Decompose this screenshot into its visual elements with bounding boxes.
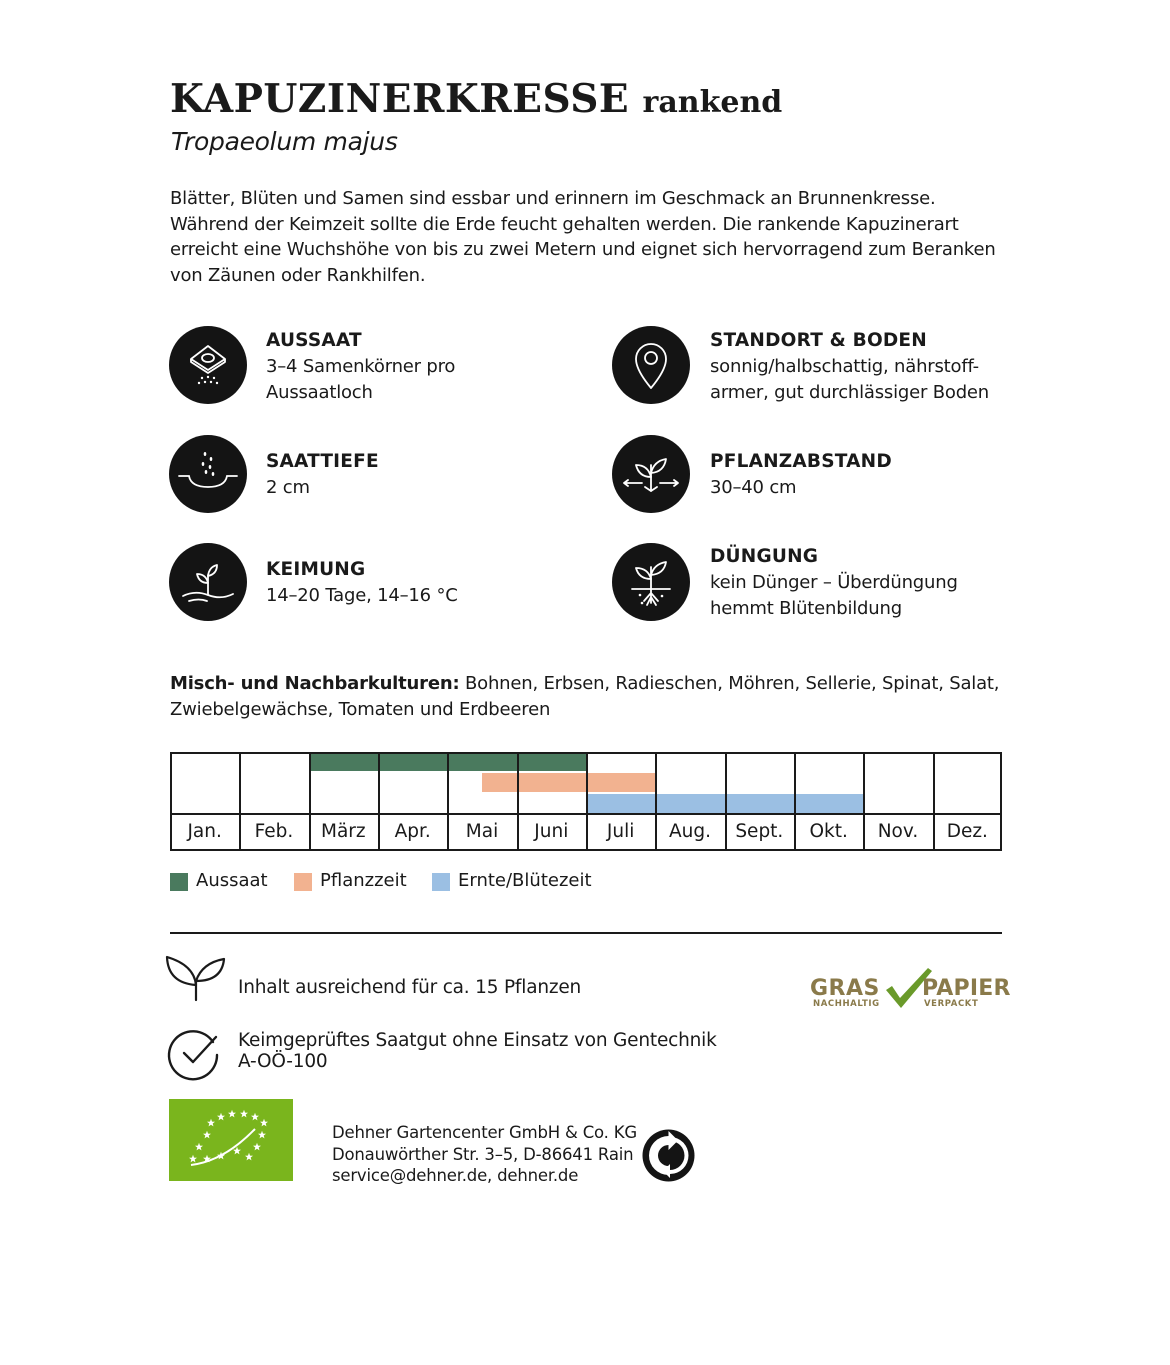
companion-plants <box>170 671 1000 723</box>
eu-organic-logo <box>169 1099 293 1181</box>
product-name: KAPUZINERKRESSE <box>170 76 630 122</box>
calendar-month-label: Sept. <box>735 821 784 842</box>
address-line-contact: service@dehner.de, dehner.de <box>332 1166 579 1185</box>
calendar-month-label: Jan. <box>187 821 222 842</box>
calendar-month-label: Dez. <box>946 821 988 842</box>
calendar-month-label: Aug. <box>668 821 711 842</box>
content-note: Inhalt ausreichend für ca. 15 Pflanzen <box>238 977 582 998</box>
legend-label-aussaat: Aussaat <box>196 870 268 891</box>
calendar-month-label: Okt. <box>809 821 848 842</box>
eu-organic-leaf-icon <box>169 1099 293 1181</box>
calendar-gridline <box>170 752 1002 754</box>
legend-swatch-aussaat <box>170 873 188 891</box>
divider <box>170 932 1002 934</box>
gras-logo-sub2: VERPACKT <box>924 999 979 1009</box>
info-heading-pflanzabstand: PFLANZABSTAND <box>710 451 892 472</box>
legend-label-pflanzzeit: Pflanzzeit <box>320 870 407 891</box>
check-circle-icon <box>167 1025 223 1081</box>
calendar-month-label: Nov. <box>877 821 919 842</box>
companion-plants-list: Bohnen, Erbsen, Radieschen, Möhren, Sellerie, Spinat, Salat, Zwiebelgewächse, Tomaten und Erdbeeren <box>170 673 1000 720</box>
calendar-month-label: Juni <box>534 821 569 842</box>
sowing-depth-icon <box>169 435 247 513</box>
recycling-icon <box>641 1128 696 1183</box>
info-heading-keimung: KEIMUNG <box>266 559 366 580</box>
certification-code: A-OÖ-100 <box>238 1051 328 1072</box>
calendar-month-label: Juli <box>606 821 635 842</box>
company-address <box>332 1122 637 1187</box>
info-text-pflanzabstand: 30–40 cm <box>710 477 797 498</box>
plant-roots-icon <box>612 543 690 621</box>
address-line-company: Dehner Gartencenter GmbH & Co. KG <box>332 1123 637 1142</box>
legend-label-ernte: Ernte/Blütezeit <box>458 870 592 891</box>
info-heading-duengung: DÜNGUNG <box>710 546 819 567</box>
calendar-month-label: Apr. <box>394 821 431 842</box>
gras-logo-word2: PAPIER <box>922 976 1011 1001</box>
product-title <box>170 76 782 122</box>
leaf-icon <box>164 955 228 1003</box>
address-line-street: Donauwörther Str. 3–5, D-86641 Rain <box>332 1144 634 1164</box>
info-heading-standort: STANDORT & BODEN <box>710 330 927 351</box>
info-heading-saattiefe: SAATTIEFE <box>266 451 379 472</box>
calendar-month-label: März <box>321 821 366 842</box>
plant-spacing-icon <box>612 435 690 513</box>
info-text-duengung: kein Dünger – Überdüngung hemmt Blütenbildung <box>710 572 958 619</box>
gras-logo-word1: GRAS <box>810 976 880 1001</box>
product-description: Blätter, Blüten und Samen sind essbar und erinnern im Geschmack an Brunnenkresse. Während der Keimzeit sollte die Erde feucht gehalten werden. Die rankende Kapuzinerart erreicht eine Wuchshöhe von bis zu zwei Metern und eignet sich hervorragend zum Beranken von Zäunen oder Rankhilfen. <box>170 188 996 286</box>
info-text-aussaat: 3–4 Samenkörner pro Aussaatloch <box>266 356 456 403</box>
sowing-calendar <box>170 752 1002 851</box>
gras-papier-logo <box>808 966 1011 1012</box>
calendar-month-label: Feb. <box>254 821 294 842</box>
gras-logo-sub1: NACHHALTIG <box>813 999 880 1009</box>
info-text-standort: sonnig/halbschattig, nährstoff- armer, gut durchlässiger Boden <box>710 356 990 403</box>
legend-swatch-pflanzzeit <box>294 873 312 891</box>
info-text-keimung: 14–20 Tage, 14–16 °C <box>266 585 458 606</box>
latin-name: Tropaeolum majus <box>171 127 398 156</box>
info-text-saattiefe: 2 cm <box>266 477 310 498</box>
legend-swatch-ernte <box>432 873 450 891</box>
info-heading-aussaat: AUSSAAT <box>266 330 362 351</box>
calendar-bar-1 <box>482 773 655 792</box>
product-variant: rankend <box>642 85 783 120</box>
sprout-icon <box>169 543 247 621</box>
certified-seed-text: Keimgeprüftes Saatgut ohne Einsatz von Gentechnik <box>238 1030 717 1051</box>
seed-packet-icon <box>169 326 247 404</box>
companion-plants-label: Misch- und Nachbarkulturen: <box>170 673 460 694</box>
location-pin-icon <box>612 326 690 404</box>
calendar-month-label: Mai <box>465 821 499 842</box>
